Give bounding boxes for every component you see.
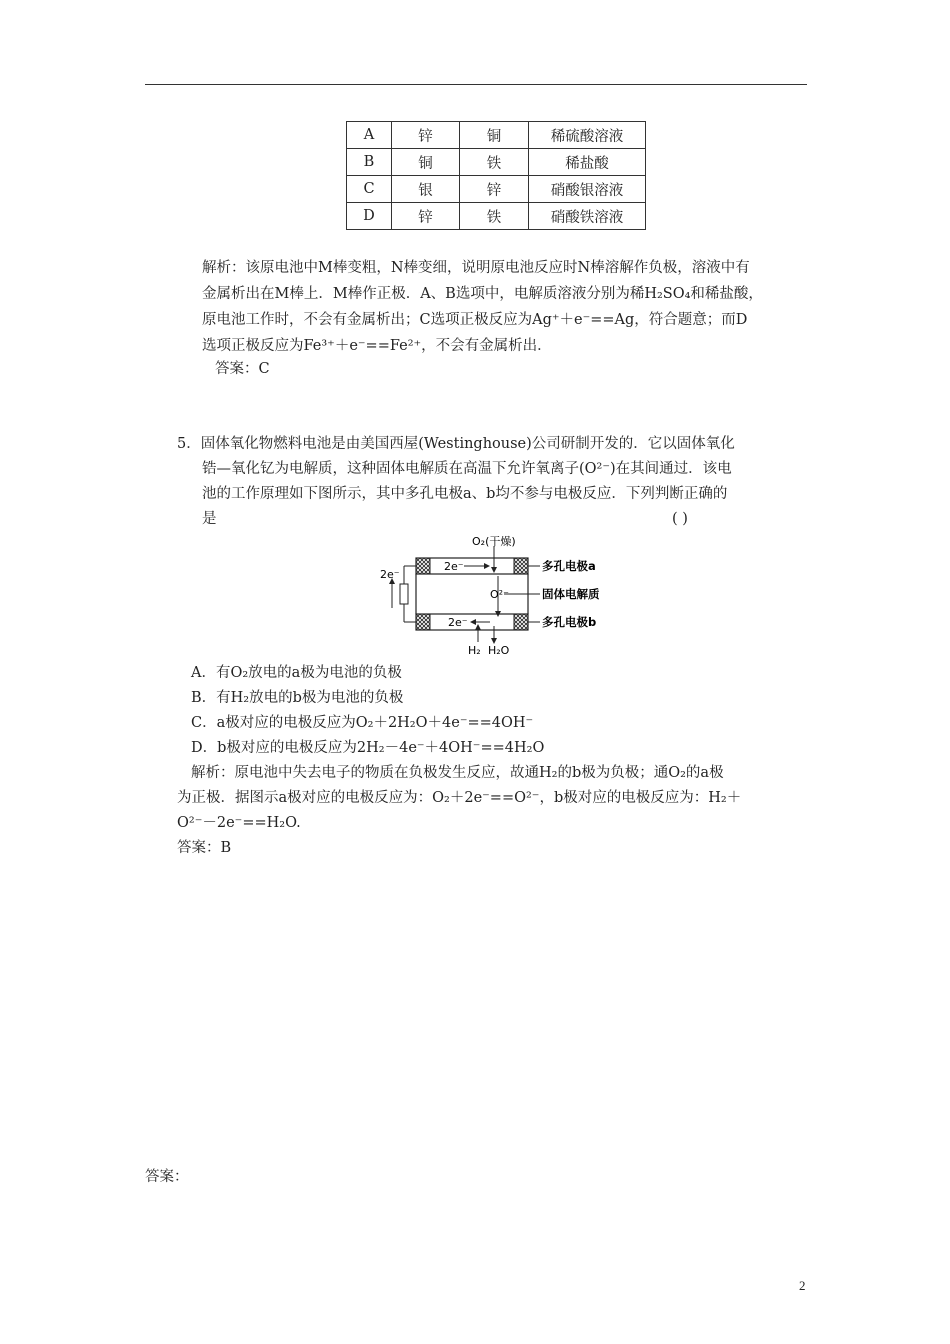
- table-row: [347, 176, 646, 203]
- q4-analysis-line: 解析：该原电池中M棒变粗，N棒变细，说明原电池反应时N棒溶解作负极，溶液中有: [202, 260, 750, 276]
- bottom-electron-label: 2e⁻: [448, 616, 468, 629]
- q5-stem-line: 池的工作原理如下图所示，其中多孔电极a、b均不参与电极反应．下列判断正确的: [202, 486, 728, 502]
- q5-stem-line: 是: [202, 511, 217, 527]
- q4-answer: 答案：C: [215, 361, 270, 377]
- answer-bracket: ( ): [672, 511, 688, 527]
- hatch-block: [514, 614, 528, 630]
- table-cell: 稀盐酸: [529, 149, 646, 176]
- q5-answer: 答案：B: [177, 840, 232, 856]
- q5-analysis-line: 为正极．据图示a极对应的电极反应为：O₂＋2e⁻==O²⁻，b极对应的电极反应为：H₂＋: [177, 790, 742, 806]
- options-table: [346, 121, 646, 230]
- q4-analysis-line: 选项正极反应为Fe³⁺＋e⁻==Fe²⁺，不会有金属析出．: [202, 338, 552, 354]
- option-d: D．b极对应的电极反应为2H₂－4e⁻＋4OH⁻==4H₂O: [191, 740, 545, 756]
- table-cell: 银: [392, 176, 460, 203]
- table-cell: 铁: [460, 149, 529, 176]
- h2-label: H₂: [468, 644, 481, 656]
- table-row: [347, 149, 646, 176]
- arrow-left-icon: [470, 619, 476, 625]
- option-a: A．有O₂放电的a极为电池的负极: [191, 665, 402, 681]
- hatch-block: [416, 558, 430, 574]
- table-cell: 铜: [460, 122, 529, 149]
- table-cell: 锌: [460, 176, 529, 203]
- table-cell: D: [347, 203, 392, 230]
- h2o-label: H₂O: [488, 644, 510, 656]
- q4-analysis-line: 原电池工作时，不会有金属析出；C选项正极反应为Ag⁺＋e⁻==Ag，符合题意；而D: [202, 312, 748, 328]
- arrow-down-icon: [491, 567, 497, 573]
- table-row: [347, 203, 646, 230]
- label-electrolyte: 固体电解质: [542, 587, 600, 601]
- resistor: [400, 584, 408, 604]
- q4-analysis-line: 金属析出在M棒上．M棒作正极．A、B选项中，电解质溶液分别为稀H₂SO₄和稀盐酸，: [202, 286, 763, 302]
- table-cell: B: [347, 149, 392, 176]
- q5-stem-line: 锆—氧化钇为电解质，这种固体电解质在高温下允许氧离子(O²⁻)在其间通过．该电: [202, 461, 732, 477]
- fuel-cell-diagram: [380, 534, 610, 656]
- footer-answer: 答案：: [145, 1169, 189, 1185]
- q5-analysis-line: 解析：原电池中失去电子的物质在负极发生反应，故通H₂的b极为负极；通O₂的a极: [191, 765, 724, 781]
- table-cell: 铜: [392, 149, 460, 176]
- hatch-block: [416, 614, 430, 630]
- q5-stem-line: 5．固体氧化物燃料电池是由美国西屋(Westinghouse)公司研制开发的．它以固体氧化: [177, 436, 735, 452]
- table-cell: 铁: [460, 203, 529, 230]
- page-number: 2: [799, 1278, 806, 1293]
- o2-label: O₂(干燥): [472, 535, 516, 548]
- table-cell: 硝酸铁溶液: [529, 203, 646, 230]
- table-cell: C: [347, 176, 392, 203]
- label-electrode-a: 多孔电极a: [542, 559, 596, 573]
- table-cell: 锌: [392, 122, 460, 149]
- external-electron-label: 2e⁻: [380, 568, 400, 581]
- option-b: B．有H₂放电的b极为电池的负极: [191, 690, 404, 706]
- q5-analysis-line: O²⁻－2e⁻==H₂O.: [177, 815, 301, 831]
- table-cell: A: [347, 122, 392, 149]
- hatch-block: [514, 558, 528, 574]
- option-c: C．a极对应的电极反应为O₂＋2H₂O＋4e⁻==4OH⁻: [191, 715, 534, 731]
- o2-minus-label: O²⁻: [490, 588, 509, 601]
- header-rule: [145, 84, 807, 85]
- table-cell: 锌: [392, 203, 460, 230]
- top-electron-label: 2e⁻: [444, 560, 464, 573]
- table-cell: 硝酸银溶液: [529, 176, 646, 203]
- table-cell: 稀硫酸溶液: [529, 122, 646, 149]
- arrow-right-icon: [484, 563, 490, 569]
- table-row: [347, 122, 646, 149]
- label-electrode-b: 多孔电极b: [542, 615, 597, 629]
